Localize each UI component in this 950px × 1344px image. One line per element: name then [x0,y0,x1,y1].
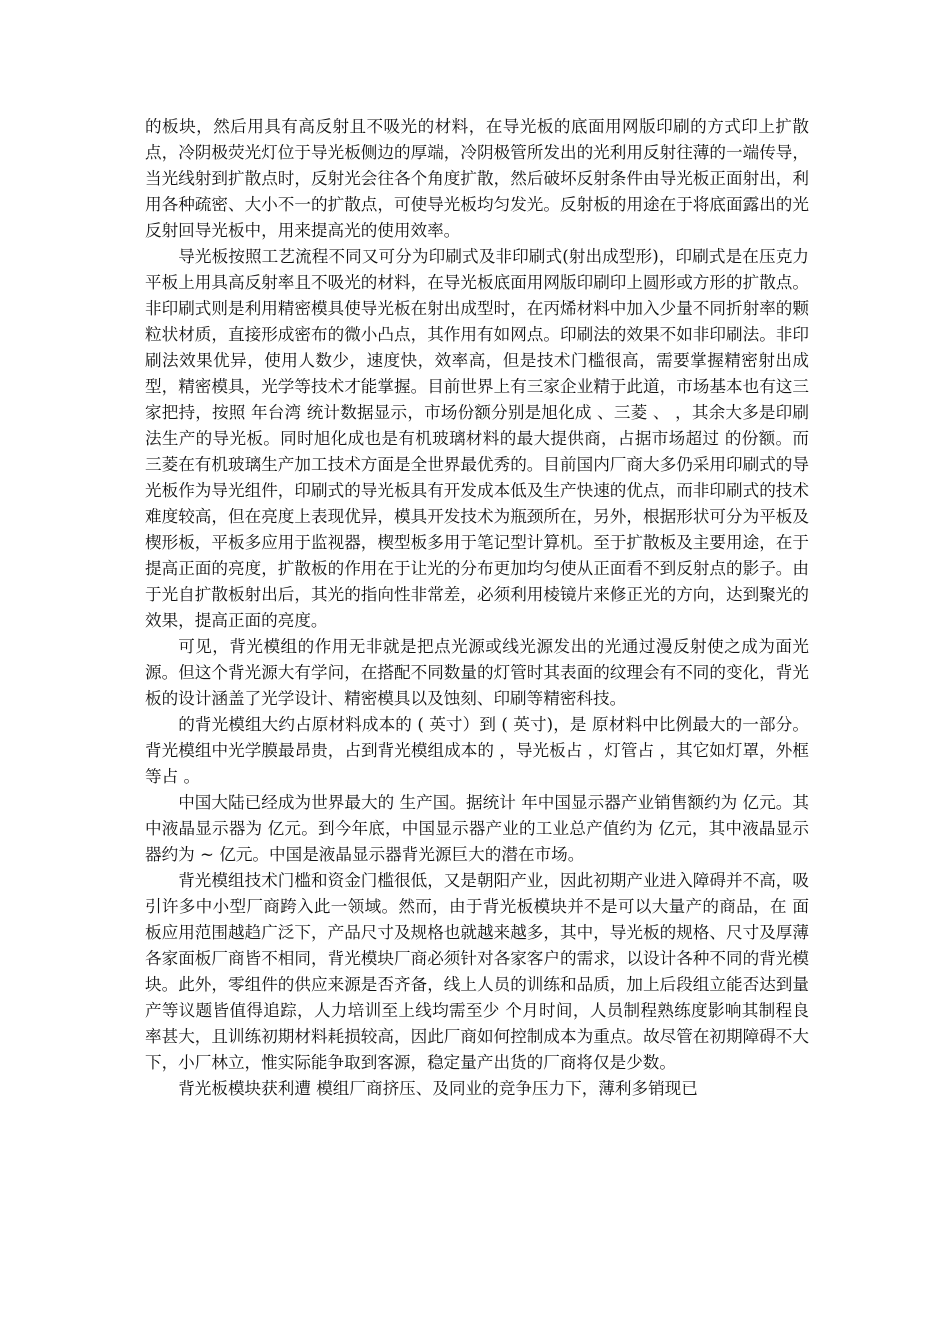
paragraph-4: 的背光模组大约占原材料成本的 ( 英寸）到 ( 英寸)，是 原材料中比例最大的一部分。背光模组中光学膜最昂贵，占到背光模组成本的 ，导光板占 ，灯管占 ，其它如灯罩，外框等占 。 [145,715,809,786]
paragraph-3: 可见，背光模组的作用无非就是把点光源或线光源发出的光通过漫反射使之成为面光源。但这个背光源大有学问，在搭配不同数量的灯管时其表面的纹理会有不同的变化，背光板的设计涵盖了光学设计、精密模具以及蚀刻、印刷等精密科技。 [145,637,809,708]
paragraph-2: 导光板按照工艺流程不同又可分为印刷式及非印刷式(射出成型形)，印刷式是在压克力平板上用具高反射率且不吸光的材料，在导光板底面用网版印刷印上圆形或方形的扩散点。非印刷式则是利用精密模具使导光板在射出成型时，在丙烯材料中加入少量不同折射率的颗粒状材质，直接形成密布的微小凸点，其作用有如网点。印刷法的效果不如非印刷法。非印刷法效果优异，使用人数少，速度快，效率高，但是技术门槛很高，需要掌握精密射出成型，精密模具，光学等技术才能掌握。目前世界上有三家企业精于此道，市场基本也有这三家把持，按照 年台湾 统计数据显示，市场份额分别是旭化成 、三菱 、 ，其余大多是印刷法生产的导光板。同时旭化成也是有机玻璃材料的最大提供商，占据市场超过 的份额。而三菱在有机玻璃生产加工技术方面是全世界最优秀的。目前国内厂商大多仍采用印刷式的导光板作为导光组件，印刷式的导光板具有开发成本低及生产快速的优点，而非印刷式的技术难度较高，但在亮度上表现优异，模具开发技术为瓶颈所在，另外，根据形状可分为平板及楔形板，平板多应用于监视器，楔型板多用于笔记型计算机。至于扩散板及主要用途，在于提高正面的亮度，扩散板的作用在于让光的分布更加均匀使从正面看不到反射点的影子。由于光自扩散板射出后，其光的指向性非常差，必须利用棱镜片来修正光的方向，达到聚光的效果，提高正面的亮度。 [145,247,809,630]
paragraph-5: 中国大陆已经成为世界最大的 生产国。据统计 年中国显示器产业销售额约为 亿元。其中液晶显示器为 亿元。到今年底，中国显示器产业的工业总产值约为 亿元，其中液晶显示器约为 ~ 亿元。中国是液晶显示器背光源巨大的潜在市场。 [145,793,809,864]
document-body [145,114,809,1102]
paragraph-1: 的板块，然后用具有高反射且不吸光的材料，在导光板的底面用网版印刷的方式印上扩散点，冷阴极荧光灯位于导光板侧边的厚端，冷阴极管所发出的光利用反射往薄的一端传导，当光线射到扩散点时，反射光会往各个角度扩散，然后破坏反射条件由导光板正面射出，利用各种疏密、大小不一的扩散点，可使导光板均匀发光。反射板的用途在于将底面露出的光反射回导光板中，用来提高光的使用效率。 [145,117,809,240]
paragraph-7: 背光板模块获利遭 模组厂商挤压、及同业的竞争压力下，薄利多销现已 [178,1079,698,1098]
paragraph-6: 背光模组技术门槛和资金门槛很低，又是朝阳产业，因此初期产业进入障碍并不高，吸引许多中小型厂商跨入此一领域。然而，由于背光板模块并不是可以大量产的商品，在 面板应用范围越趋广泛下，产品尺寸及规格也就越来越多，其中，导光板的规格、尺寸及厚薄各家面板厂商皆不相同，背光模块厂商必须针对各家客户的需求，以设计各种不同的背光模块。此外，零组件的供应来源是否齐备，线上人员的训练和品质，加上后段组立能否达到量产等议题皆值得追踪，人力培训至上线均需至少 个月时间，人员制程熟练度影响其制程良率甚大，且训练初期材料耗损较高，因此厂商如何控制成本为重点。故尽管在初期障碍不大下，小厂林立，惟实际能争取到客源，稳定量产出货的厂商将仅是少数。 [145,871,809,1072]
